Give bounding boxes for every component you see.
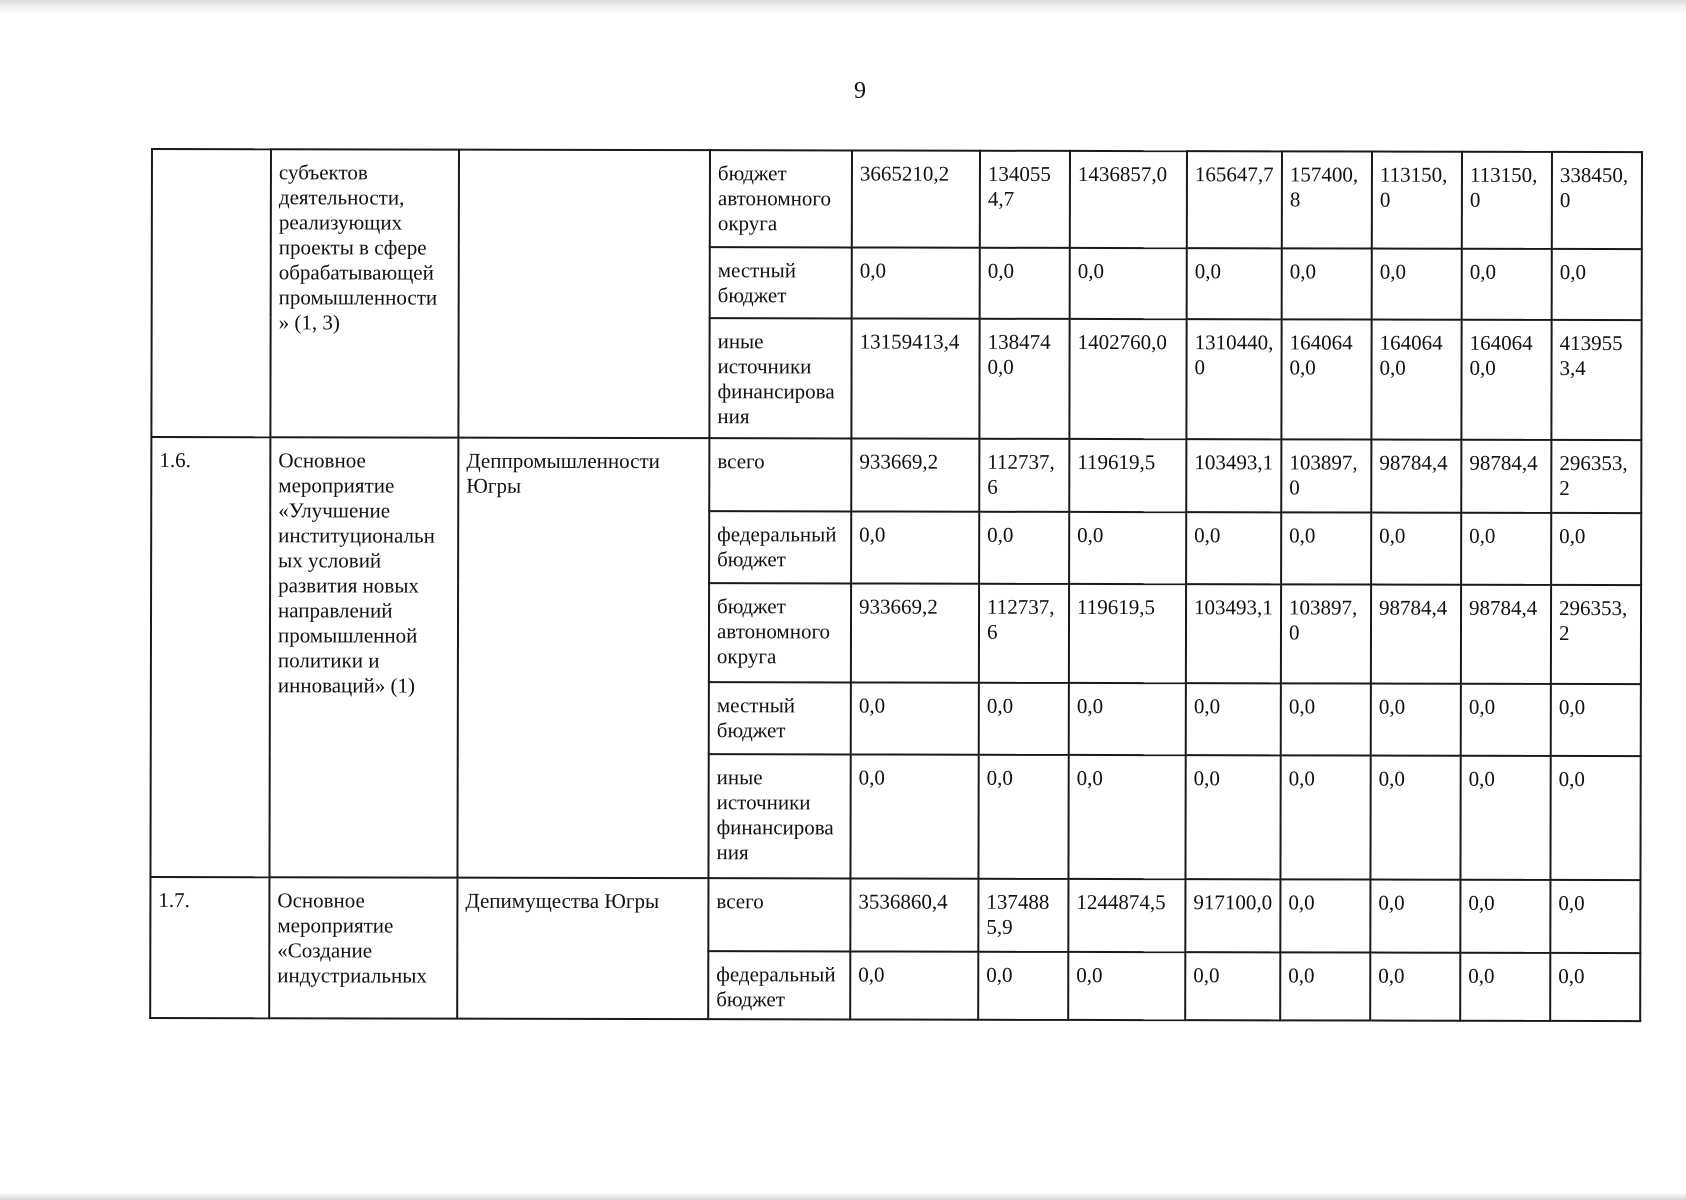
funding-source-line: автономного bbox=[716, 619, 831, 644]
item-name-line: «Улучшение bbox=[278, 498, 391, 523]
amount-cell: 0,0 bbox=[1280, 952, 1370, 1020]
page-number: 9 bbox=[854, 78, 866, 104]
item-name-line: деятельности, bbox=[278, 185, 405, 210]
amount-cell: 1244874,5 bbox=[1068, 879, 1185, 952]
funding-source-line: бюджет bbox=[717, 161, 787, 186]
amount-cell: 0,0 bbox=[1280, 879, 1370, 952]
funding-source-cell bbox=[708, 754, 850, 878]
amount-cell: 933669,2 bbox=[851, 583, 979, 682]
amount-cell: 0,0 bbox=[1068, 952, 1185, 1020]
item-name-line: субъектов bbox=[278, 160, 368, 185]
item-number-cell: 1.7. bbox=[150, 877, 269, 1018]
amount-cell: 103493,1 bbox=[1186, 439, 1281, 512]
amount-cell: 0,0 bbox=[1186, 683, 1281, 755]
responsible-cell bbox=[458, 150, 710, 439]
amount-cell: 103493,1 bbox=[1186, 584, 1281, 683]
amount-cell: 0,0 bbox=[1550, 880, 1640, 953]
amount-cell: 98784,4 bbox=[1371, 440, 1461, 513]
funding-source-cell bbox=[710, 247, 852, 318]
funding-source-line: ния bbox=[717, 404, 750, 429]
item-name-cell bbox=[269, 877, 457, 1018]
amount-cell: 119619,5 bbox=[1069, 439, 1186, 512]
amount-cell: 0,0 bbox=[1551, 684, 1641, 756]
funding-source-line: иные bbox=[717, 329, 764, 354]
funding-source-cell bbox=[709, 318, 851, 438]
funding-source-line: местный bbox=[716, 693, 796, 718]
funding-source-line: всего bbox=[716, 889, 764, 914]
item-name-line: развития новых bbox=[278, 573, 419, 598]
item-name-line: промышленности bbox=[278, 285, 438, 310]
amount-cell: 0,0 bbox=[978, 952, 1068, 1020]
amount-cell: 0,0 bbox=[1371, 513, 1461, 585]
item-name-cell bbox=[270, 149, 459, 437]
funding-source-cell bbox=[708, 951, 850, 1019]
amount-cell: 98784,4 bbox=[1461, 585, 1551, 684]
amount-cell: 0,0 bbox=[1460, 880, 1550, 953]
amount-cell: 113150,0 bbox=[1372, 152, 1462, 249]
table-row bbox=[150, 877, 1640, 953]
amount-cell: 0,0 bbox=[1185, 952, 1280, 1020]
amount-cell: 0,0 bbox=[1550, 953, 1640, 1021]
amount-cell: 0,0 bbox=[1069, 683, 1186, 755]
funding-source-line: местный bbox=[717, 258, 796, 283]
amount-cell: 0,0 bbox=[1280, 755, 1370, 879]
table-row bbox=[151, 437, 1641, 513]
amount-cell: 0,0 bbox=[1460, 953, 1550, 1021]
funding-source-line: округа bbox=[717, 211, 778, 236]
amount-cell: 3665210,2 bbox=[852, 150, 980, 247]
funding-source-cell bbox=[709, 438, 851, 511]
amount-cell: 0,0 bbox=[978, 755, 1068, 879]
amount-cell: 98784,4 bbox=[1461, 440, 1551, 513]
amount-cell: 1374885,9 bbox=[978, 879, 1068, 952]
item-number-cell: 1.6. bbox=[150, 437, 270, 877]
amount-cell: 103897,0 bbox=[1281, 439, 1371, 512]
amount-cell: 1310440,0 bbox=[1186, 319, 1281, 439]
amount-cell: 0,0 bbox=[1185, 755, 1280, 879]
scan-edge-top bbox=[0, 0, 1686, 14]
table-row bbox=[152, 149, 1642, 249]
amount-cell: 98784,4 bbox=[1371, 585, 1461, 684]
amount-cell: 0,0 bbox=[1187, 248, 1282, 319]
funding-source-line: бюджет bbox=[716, 987, 785, 1012]
amount-cell: 0,0 bbox=[1550, 756, 1640, 880]
funding-source-line: источники bbox=[717, 354, 812, 379]
amount-cell: 119619,5 bbox=[1069, 584, 1186, 683]
funding-source-line: бюджет bbox=[717, 594, 786, 619]
item-name-line: «Создание bbox=[277, 938, 373, 963]
item-name-line: обрабатывающей bbox=[278, 260, 434, 285]
scan-edge-bottom bbox=[0, 1192, 1686, 1200]
funding-source-cell bbox=[709, 583, 851, 682]
funding-source-line: федеральный bbox=[716, 962, 836, 987]
amount-cell: 0,0 bbox=[1370, 953, 1460, 1021]
amount-cell: 1384740,0 bbox=[979, 319, 1069, 439]
amount-cell: 157400,8 bbox=[1282, 151, 1372, 248]
amount-cell: 4139553,4 bbox=[1551, 320, 1641, 440]
item-name-line: инноваций» (1) bbox=[277, 673, 416, 698]
funding-source-cell bbox=[710, 150, 852, 247]
amount-cell: 0,0 bbox=[1069, 512, 1186, 584]
amount-cell: 0,0 bbox=[852, 247, 980, 318]
amount-cell: 0,0 bbox=[1552, 249, 1642, 320]
amount-cell: 933669,2 bbox=[851, 438, 979, 511]
funding-source-line: бюджет bbox=[717, 283, 787, 308]
funding-source-cell bbox=[708, 878, 850, 951]
amount-cell: 1640640,0 bbox=[1371, 320, 1461, 440]
item-name-line: ых условий bbox=[278, 548, 382, 573]
amount-cell: 0,0 bbox=[851, 682, 979, 754]
item-name-line: промышленной bbox=[277, 623, 418, 648]
amount-cell: 0,0 bbox=[1371, 684, 1461, 756]
amount-cell: 0,0 bbox=[1370, 880, 1460, 953]
table-body bbox=[150, 149, 1642, 1021]
amount-cell: 917100,0 bbox=[1185, 879, 1280, 952]
amount-cell: 113150,0 bbox=[1462, 152, 1552, 249]
funding-source-line: источники bbox=[716, 790, 811, 815]
amount-cell: 338450,0 bbox=[1552, 152, 1642, 249]
amount-cell: 0,0 bbox=[1372, 249, 1462, 320]
amount-cell: 1436857,0 bbox=[1070, 151, 1187, 248]
item-name-line: институциональн bbox=[278, 523, 435, 548]
item-name-line: индустриальных bbox=[277, 963, 427, 988]
financing-table bbox=[149, 148, 1643, 1022]
item-name-line: направлений bbox=[278, 598, 393, 623]
funding-source-line: округа bbox=[716, 644, 777, 669]
amount-cell: 0,0 bbox=[1461, 684, 1551, 756]
amount-cell: 0,0 bbox=[1068, 755, 1185, 879]
amount-cell: 296353,2 bbox=[1551, 440, 1641, 513]
amount-cell: 0,0 bbox=[850, 951, 978, 1019]
item-name-line: » (1, 3) bbox=[278, 310, 340, 335]
funding-source-line: федеральный bbox=[717, 522, 837, 547]
item-name-cell bbox=[269, 437, 458, 877]
amount-cell: 0,0 bbox=[1370, 756, 1460, 880]
funding-source-line: финансирова bbox=[716, 815, 834, 840]
funding-source-line: всего bbox=[717, 449, 765, 474]
amount-cell: 0,0 bbox=[1281, 512, 1371, 584]
funding-source-line: бюджет bbox=[717, 547, 786, 572]
amount-cell: 1640640,0 bbox=[1461, 320, 1551, 440]
item-name-line: Основное bbox=[278, 448, 366, 473]
amount-cell: 0,0 bbox=[1462, 249, 1552, 320]
amount-cell: 0,0 bbox=[851, 511, 979, 583]
amount-cell: 13159413,4 bbox=[851, 318, 979, 438]
amount-cell: 0,0 bbox=[979, 683, 1069, 755]
amount-cell: 112737,6 bbox=[979, 439, 1069, 512]
item-name-line: мероприятие bbox=[277, 913, 394, 938]
responsible-cell: Деппромышленности Югры bbox=[457, 438, 709, 879]
funding-source-line: бюджет bbox=[716, 718, 786, 743]
amount-cell: 0,0 bbox=[1282, 248, 1372, 319]
amount-cell: 112737,6 bbox=[979, 584, 1069, 683]
amount-cell: 103897,0 bbox=[1281, 584, 1371, 683]
amount-cell: 0,0 bbox=[1461, 513, 1551, 585]
amount-cell: 0,0 bbox=[850, 754, 978, 878]
funding-source-cell bbox=[709, 682, 851, 754]
responsible-cell: Депимущества Югры bbox=[457, 878, 708, 1020]
funding-source-line: иные bbox=[716, 765, 763, 790]
amount-cell: 0,0 bbox=[1551, 513, 1641, 585]
item-number-cell bbox=[151, 149, 271, 437]
item-name-line: проекты в сфере bbox=[278, 235, 427, 260]
item-name-line: реализующих bbox=[278, 210, 403, 235]
item-name-line: Основное bbox=[277, 888, 365, 913]
funding-source-line: автономного bbox=[717, 186, 831, 211]
amount-cell: 296353,2 bbox=[1551, 585, 1641, 684]
amount-cell: 0,0 bbox=[1070, 248, 1187, 319]
item-name-line: политики и bbox=[277, 648, 380, 673]
amount-cell: 0,0 bbox=[979, 512, 1069, 584]
amount-cell: 0,0 bbox=[980, 248, 1070, 319]
amount-cell: 165647,7 bbox=[1187, 151, 1282, 248]
amount-cell: 0,0 bbox=[1186, 512, 1281, 584]
amount-cell: 0,0 bbox=[1460, 756, 1550, 880]
funding-source-cell bbox=[709, 511, 851, 583]
funding-source-line: финансирова bbox=[717, 379, 835, 404]
amount-cell: 1402760,0 bbox=[1069, 319, 1186, 439]
funding-source-line: ния bbox=[716, 840, 749, 865]
item-name-line: мероприятие bbox=[278, 473, 395, 498]
amount-cell: 1340554,7 bbox=[980, 151, 1070, 248]
amount-cell: 3536860,4 bbox=[850, 878, 978, 951]
amount-cell: 1640640,0 bbox=[1281, 319, 1371, 439]
amount-cell: 0,0 bbox=[1281, 683, 1371, 755]
